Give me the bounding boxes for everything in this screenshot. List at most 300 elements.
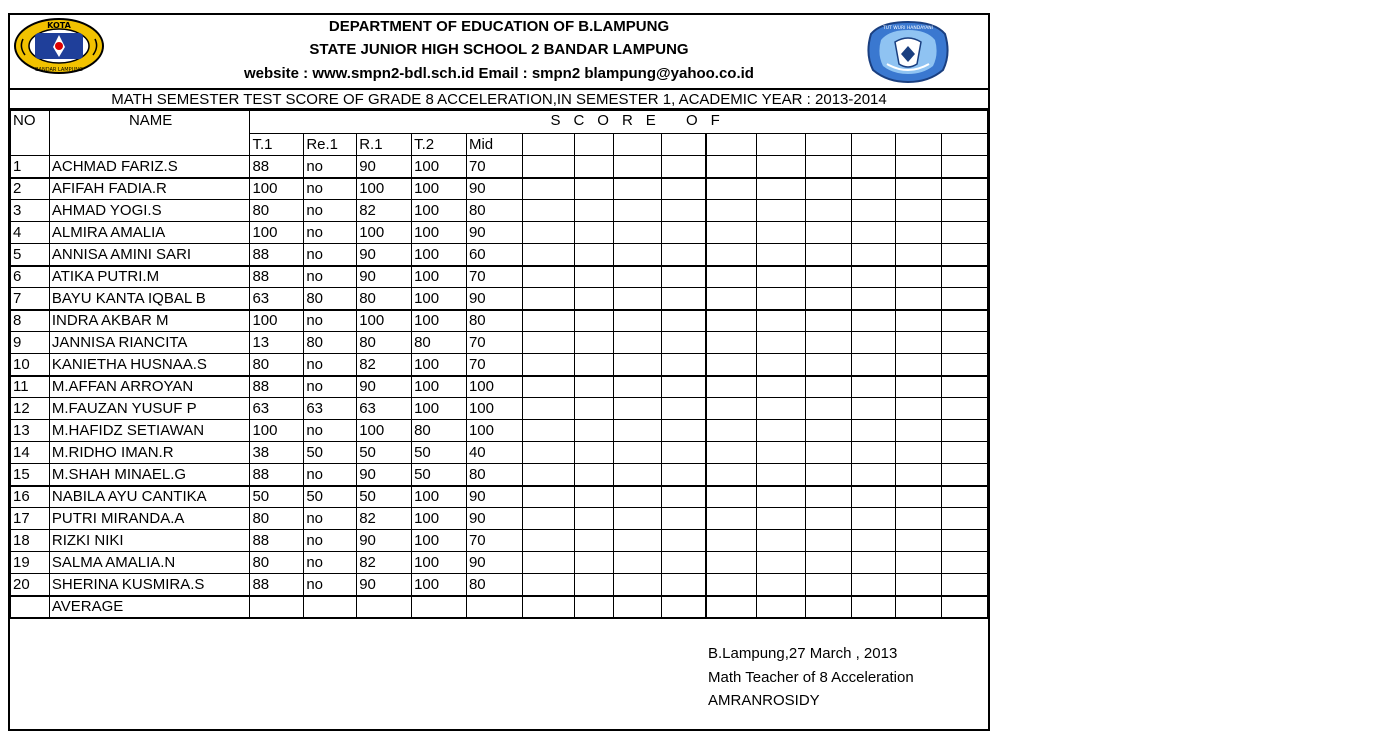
empty-score-cell [522,376,574,398]
empty-score-cell [942,332,988,354]
empty-score-cell [574,376,614,398]
student-name: PUTRI MIRANDA.A [49,508,250,530]
empty-score-cell [662,574,706,596]
score-cell: 80 [250,354,304,376]
table-row [11,376,988,398]
empty-score-cell [942,464,988,486]
empty-score-cell [662,464,706,486]
empty-score-cell [896,354,942,376]
empty-score-cell [805,310,852,332]
empty-score-cell [896,552,942,574]
empty-score-cell [614,552,662,574]
teacher-name: AMRANROSIDY [708,692,820,709]
empty-score-cell [942,178,988,200]
empty-score-cell [756,530,805,552]
score-cell: 100 [466,398,522,420]
score-cell: 100 [412,486,467,508]
empty-score-cell [756,310,805,332]
empty-score-cell [852,508,896,530]
score-cell: 60 [466,244,522,266]
score-cell: 50 [357,486,412,508]
empty-score-cell [756,376,805,398]
empty-score-cell [662,178,706,200]
empty-score-cell [614,574,662,596]
column-header-score: T.2 [412,134,467,156]
score-cell: 100 [250,222,304,244]
empty-score-cell [852,420,896,442]
score-cell: 100 [412,288,467,310]
table-row [11,486,988,508]
empty-score-cell [662,530,706,552]
empty-score-cell [852,530,896,552]
empty-score-cell [852,354,896,376]
empty-score-cell [574,288,614,310]
empty-score-cell [942,222,988,244]
score-cell: 70 [466,332,522,354]
empty-score-cell [574,464,614,486]
score-cell: no [304,464,357,486]
score-cell: 90 [357,574,412,596]
empty-score-cell [852,574,896,596]
empty-score-cell [805,486,852,508]
empty-score-cell [805,156,852,178]
empty-score-cell [896,332,942,354]
empty-score-cell [805,376,852,398]
empty-score-cell [522,442,574,464]
score-cell: 100 [250,310,304,332]
empty-score-cell [662,552,706,574]
score-cell: 80 [466,310,522,332]
column-header-name: NAME [49,111,250,156]
empty-score-cell [852,266,896,288]
empty-score-cell [756,508,805,530]
empty-score-cell [896,222,942,244]
empty-score-cell [614,376,662,398]
empty-score-cell [942,156,988,178]
empty-score-cell [896,244,942,266]
row-number: 10 [11,354,50,376]
empty-score-cell [706,332,757,354]
empty-score-cell [662,200,706,222]
empty-score-cell [896,464,942,486]
score-cell: no [304,266,357,288]
empty-score-cell [662,156,706,178]
score-cell: 63 [250,398,304,420]
empty-score-cell [896,486,942,508]
score-cell: 100 [412,574,467,596]
column-header-score: R.1 [357,134,412,156]
empty-score-cell [614,354,662,376]
score-cell: 70 [466,266,522,288]
score-cell: 50 [412,442,467,464]
empty-score-cell [574,156,614,178]
contact-line: website : www.smpn2-bdl.sch.id Email : smpn2 blampung@yahoo.co.id [244,65,754,82]
empty-score-cell [896,530,942,552]
empty-score-cell [852,200,896,222]
score-cell: 90 [466,552,522,574]
empty-score-cell [942,442,988,464]
empty-score-cell [574,310,614,332]
score-cell: 82 [357,354,412,376]
empty-score-cell [756,552,805,574]
empty-score-cell [522,508,574,530]
empty-score-cell [706,420,757,442]
empty-score-cell [574,200,614,222]
score-cell: 80 [357,288,412,310]
student-rows [11,156,988,596]
empty-score-cell [942,266,988,288]
empty-score-cell [522,178,574,200]
empty-score-cell [805,464,852,486]
empty-score-cell [614,266,662,288]
table-row [11,332,988,354]
empty-score-cell [614,288,662,310]
empty-score-cell [706,178,757,200]
score-cell: 100 [412,508,467,530]
empty-score-cell [614,486,662,508]
empty-score-cell [942,552,988,574]
score-cell: 100 [412,398,467,420]
empty-score-cell [706,222,757,244]
row-number: 4 [11,222,50,244]
empty-score-cell [942,310,988,332]
empty-score-cell [706,200,757,222]
student-name: M.RIDHO IMAN.R [49,442,250,464]
empty-score-cell [896,442,942,464]
empty-score-cell [896,574,942,596]
empty-score-cell [756,200,805,222]
empty-score-cell [574,354,614,376]
empty-score-cell [706,574,757,596]
score-cell: 100 [357,222,412,244]
row-number: 19 [11,552,50,574]
empty-score-cell [706,288,757,310]
score-cell: 90 [357,530,412,552]
empty-score-cell [614,156,662,178]
empty-score-cell [574,530,614,552]
empty-score-cell [522,574,574,596]
score-cell: 100 [412,244,467,266]
student-name: SHERINA KUSMIRA.S [49,574,250,596]
score-cell: 50 [412,464,467,486]
score-cell: 80 [466,464,522,486]
empty-score-header-cell [614,134,662,156]
empty-score-cell [896,508,942,530]
empty-score-cell [756,442,805,464]
empty-score-cell [522,332,574,354]
row-number: 5 [11,244,50,266]
letterhead [10,15,988,88]
empty-score-cell [896,266,942,288]
column-header-no: NO [11,111,50,156]
score-cell: 50 [357,442,412,464]
empty-score-cell [614,200,662,222]
empty-score-header-cell [662,134,706,156]
empty-score-cell [942,376,988,398]
empty-score-cell [852,464,896,486]
empty-score-cell [805,200,852,222]
row-number: 11 [11,376,50,398]
empty-score-cell [574,178,614,200]
empty-score-cell [805,288,852,310]
score-of-header: SCORE OF [250,111,988,134]
score-cell: 100 [412,222,467,244]
school-title: STATE JUNIOR HIGH SCHOOL 2 BANDAR LAMPUNG [309,41,689,58]
average-no-cell [11,596,50,618]
score-cell: 80 [412,332,467,354]
empty-score-cell [756,222,805,244]
empty-score-cell [522,288,574,310]
empty-score-cell [614,244,662,266]
score-cell: 100 [466,376,522,398]
score-cell: 100 [412,266,467,288]
empty-score-cell [574,332,614,354]
empty-score-header-cell [756,134,805,156]
empty-score-cell [662,486,706,508]
empty-score-header-cell [852,134,896,156]
score-cell: 90 [466,486,522,508]
svg-text:TUT WURI HANDAYANI: TUT WURI HANDAYANI [883,26,933,31]
empty-score-cell [614,310,662,332]
table-row [11,552,988,574]
table-row [11,442,988,464]
teacher-role: Math Teacher of 8 Acceleration [708,668,914,686]
score-cell: 80 [304,332,357,354]
empty-score-cell [574,266,614,288]
table-row [11,420,988,442]
empty-score-cell [614,530,662,552]
score-cell: 90 [357,244,412,266]
empty-score-cell [522,354,574,376]
empty-score-cell [756,266,805,288]
empty-score-cell [662,266,706,288]
table-row [11,156,988,178]
score-cell: 90 [357,266,412,288]
table-row [11,398,988,420]
student-name: AFIFAH FADIA.R [49,178,250,200]
empty-score-cell [852,156,896,178]
empty-score-cell [614,508,662,530]
empty-score-cell [805,442,852,464]
row-number: 7 [11,288,50,310]
empty-score-cell [574,398,614,420]
row-number: 9 [11,332,50,354]
row-number: 13 [11,420,50,442]
empty-score-cell [805,552,852,574]
score-cell: no [304,178,357,200]
empty-score-cell [942,530,988,552]
empty-score-cell [756,156,805,178]
student-name: ALMIRA AMALIA [49,222,250,244]
table-row [11,200,988,222]
empty-score-cell [942,354,988,376]
empty-score-cell [662,508,706,530]
score-cell: 63 [304,398,357,420]
empty-score-header-cell [942,134,988,156]
empty-score-cell [942,574,988,596]
empty-score-cell [706,398,757,420]
empty-score-cell [662,420,706,442]
student-name: KANIETHA HUSNAA.S [49,354,250,376]
report-subtitle: MATH SEMESTER TEST SCORE OF GRADE 8 ACCELERATION,IN SEMESTER 1, ACADEMIC YEAR : 2013-2014 [10,88,988,110]
empty-score-cell [805,222,852,244]
empty-score-header-cell [522,134,574,156]
place-date: B.Lampung,27 March , 2013 [708,645,898,662]
empty-score-cell [852,442,896,464]
student-name: ATIKA PUTRI.M [49,266,250,288]
table-row [11,266,988,288]
score-cell: 70 [466,530,522,552]
empty-score-cell [805,530,852,552]
empty-score-cell [852,486,896,508]
empty-score-cell [574,244,614,266]
student-name: INDRA AKBAR M [49,310,250,332]
score-cell: 100 [412,530,467,552]
empty-score-cell [852,244,896,266]
empty-score-cell [852,552,896,574]
column-header-score: Mid [466,134,522,156]
score-cell: 63 [250,288,304,310]
score-cell: 100 [412,178,467,200]
score-cell: 88 [250,244,304,266]
row-number: 6 [11,266,50,288]
score-cell: no [304,574,357,596]
empty-score-cell [852,178,896,200]
empty-score-cell [805,574,852,596]
empty-score-cell [706,486,757,508]
score-cell: no [304,156,357,178]
score-cell: 50 [250,486,304,508]
student-name: SALMA AMALIA.N [49,552,250,574]
empty-score-cell [852,288,896,310]
score-cell: 70 [466,156,522,178]
empty-score-cell [522,244,574,266]
empty-score-cell [756,464,805,486]
svg-text:BANDAR LAMPUNG: BANDAR LAMPUNG [35,67,83,73]
table-row [11,508,988,530]
score-cell: 80 [412,420,467,442]
score-cell: 100 [250,420,304,442]
empty-score-cell [896,398,942,420]
score-cell: 100 [357,420,412,442]
score-cell: 80 [357,332,412,354]
score-cell: 82 [357,200,412,222]
score-cell: no [304,530,357,552]
score-cell: 88 [250,574,304,596]
empty-score-cell [614,332,662,354]
student-name: RIZKI NIKI [49,530,250,552]
empty-score-cell [896,156,942,178]
row-number: 18 [11,530,50,552]
score-cell: 100 [250,178,304,200]
score-cell: 88 [250,376,304,398]
table-row [11,244,988,266]
score-cell: 100 [412,376,467,398]
score-cell: 90 [357,464,412,486]
empty-score-cell [805,354,852,376]
score-cell: 100 [412,310,467,332]
empty-score-cell [662,354,706,376]
empty-score-cell [574,222,614,244]
student-name: M.FAUZAN YUSUF P [49,398,250,420]
empty-score-cell [522,398,574,420]
empty-score-cell [805,178,852,200]
empty-score-cell [942,200,988,222]
empty-score-cell [706,442,757,464]
empty-score-cell [706,530,757,552]
student-name: M.AFFAN ARROYAN [49,376,250,398]
empty-score-cell [614,442,662,464]
empty-score-header-cell [805,134,852,156]
empty-score-cell [522,310,574,332]
empty-score-cell [896,200,942,222]
table-row [11,464,988,486]
average-label: AVERAGE [49,596,250,618]
empty-score-cell [756,332,805,354]
empty-score-cell [662,376,706,398]
empty-score-cell [706,552,757,574]
row-number: 14 [11,442,50,464]
column-header-score: Re.1 [304,134,357,156]
empty-score-cell [706,310,757,332]
empty-score-header-cell [896,134,942,156]
empty-score-cell [522,156,574,178]
empty-score-cell [706,354,757,376]
empty-score-cell [706,244,757,266]
row-number: 8 [11,310,50,332]
department-title: DEPARTMENT OF EDUCATION OF B.LAMPUNG [328,18,670,35]
empty-score-cell [852,222,896,244]
score-cell: 50 [304,442,357,464]
score-cell: 88 [250,464,304,486]
empty-score-cell [574,486,614,508]
empty-score-cell [574,574,614,596]
empty-score-cell [614,178,662,200]
student-name: ACHMAD FARIZ.S [49,156,250,178]
student-name: M.HAFIDZ SETIAWAN [49,420,250,442]
score-cell: 100 [412,156,467,178]
empty-score-cell [574,552,614,574]
empty-score-cell [852,376,896,398]
score-cell: 70 [466,354,522,376]
empty-score-cell [852,310,896,332]
empty-score-cell [706,376,757,398]
score-cell: no [304,222,357,244]
score-cell: no [304,420,357,442]
score-cell: 88 [250,530,304,552]
empty-score-cell [756,178,805,200]
student-name: BAYU KANTA IQBAL B [49,288,250,310]
score-cell: no [304,508,357,530]
empty-score-cell [662,398,706,420]
empty-score-cell [756,486,805,508]
empty-score-cell [805,508,852,530]
empty-score-cell [522,530,574,552]
empty-score-cell [942,398,988,420]
empty-score-cell [896,420,942,442]
empty-score-cell [614,222,662,244]
score-cell: 100 [412,552,467,574]
empty-score-cell [522,464,574,486]
table-row [11,178,988,200]
score-cell: no [304,200,357,222]
score-cell: 90 [466,222,522,244]
table-row [11,222,988,244]
row-number: 1 [11,156,50,178]
student-name: ANNISA AMINI SARI [49,244,250,266]
score-cell: 100 [357,178,412,200]
score-cell: 38 [250,442,304,464]
